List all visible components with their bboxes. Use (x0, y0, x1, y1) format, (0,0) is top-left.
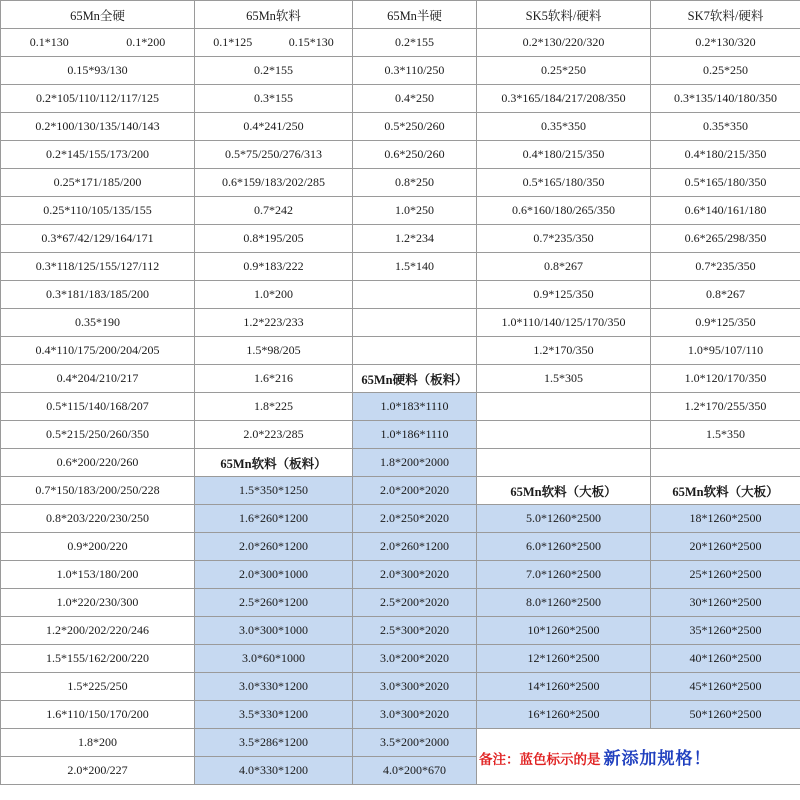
table-cell: 2.0*300*1000 (195, 561, 353, 589)
table-cell (477, 449, 651, 477)
table-cell: 0.25*171/185/200 (1, 169, 195, 197)
table-row (1, 365, 800, 393)
table-cell: 2.0*200*2020 (353, 477, 477, 505)
table-cell: 1.5*140 (353, 253, 477, 281)
table-cell: 1.5*225/250 (1, 673, 195, 701)
table-row (1, 281, 800, 309)
table-cell: 45*1260*2500 (651, 673, 800, 701)
table-cell: 0.5*75/250/276/313 (195, 141, 353, 169)
table-cell: 1.0*183*1110 (353, 393, 477, 421)
table-body (1, 1, 800, 800)
cell-value: 0.15*130 (288, 35, 334, 49)
table-cell: 30*1260*2500 (651, 589, 800, 617)
table-row (1, 141, 800, 169)
table-cell: 0.5*165/180/350 (477, 169, 651, 197)
table-cell: 1.0*186*1110 (353, 421, 477, 449)
table-cell: 0.6*265/298/350 (651, 225, 800, 253)
table-row (1, 785, 800, 793)
table-row (1, 673, 800, 701)
table-cell: 1.0*120/170/350 (651, 365, 800, 393)
table-cell: 0.6*250/260 (353, 141, 477, 169)
table-row (1, 337, 800, 365)
table-cell: 1.2*223/233 (195, 309, 353, 337)
table-row (1, 225, 800, 253)
table-cell: 25*1260*2500 (651, 561, 800, 589)
column-header: 65Mn软料 (195, 1, 353, 29)
table-cell (477, 421, 651, 449)
note-highlight-text: 新添加规格！ (603, 749, 712, 768)
table-row (1, 29, 800, 57)
table-cell: 0.7*235/350 (477, 225, 651, 253)
table-cell: 1.5*350 (651, 421, 800, 449)
table-cell: 2.5*260*1200 (195, 589, 353, 617)
section-subheader: 65Mn软料（大板） (651, 477, 800, 505)
table-cell (477, 393, 651, 421)
table-cell (353, 281, 477, 309)
table-cell: 1.5*98/205 (195, 337, 353, 365)
table-cell: 10*1260*2500 (477, 617, 651, 645)
table-cell: 1.6*260*1200 (195, 505, 353, 533)
table-cell: 3.0*300*2020 (353, 673, 477, 701)
table-cell: 3.0*300*1000 (195, 617, 353, 645)
table-cell: 12*1260*2500 (477, 645, 651, 673)
table-cell: 0.4*110/175/200/204/205 (1, 337, 195, 365)
table-row (1, 1, 800, 29)
table-cell: 3.0*60*1000 (195, 645, 353, 673)
table-cell: 2.0*250*2020 (353, 505, 477, 533)
table-cell: 0.8*267 (651, 281, 800, 309)
table-cell: 14*1260*2500 (477, 673, 651, 701)
table-cell: 3.5*286*1200 (195, 729, 353, 757)
table-cell: 1.6*110/150/170/200 (1, 701, 195, 729)
table-cell: 1.0*95/107/110 (651, 337, 800, 365)
cell-pair (195, 35, 352, 50)
column-header: SK7软料/硬料 (651, 1, 800, 29)
table-cell: 0.3*135/140/180/350 (651, 85, 800, 113)
table-cell: 18*1260*2500 (651, 505, 800, 533)
table-cell: 2.5*300*2020 (353, 617, 477, 645)
table-row (1, 477, 800, 505)
table-row (1, 449, 800, 477)
table-cell: 3.0*300*2020 (353, 701, 477, 729)
table-cell: 3.0*330*1200 (195, 673, 353, 701)
table-cell: 0.4*204/210/217 (1, 365, 195, 393)
table-row (1, 617, 800, 645)
table-cell: 4.0*330*1200 (195, 757, 353, 785)
table-cell: 0.35*190 (1, 309, 195, 337)
table-cell: 50*1260*2500 (651, 701, 800, 729)
table-cell: 0.4*250 (353, 85, 477, 113)
table-cell: 0.4*180/215/350 (651, 141, 800, 169)
table-cell: 1.0*153/180/200 (1, 561, 195, 589)
table-cell: 0.5*115/140/168/207 (1, 393, 195, 421)
table-cell: 0.4*180/215/350 (477, 141, 651, 169)
table-cell: 8.0*1260*2500 (477, 589, 651, 617)
table-row (1, 701, 800, 729)
table-cell: 0.3*181/183/185/200 (1, 281, 195, 309)
table-row (1, 113, 800, 141)
table-cell: 1.0*200 (195, 281, 353, 309)
table-cell: 0.2*100/130/135/140/143 (1, 113, 195, 141)
table-cell: 0.25*110/105/135/155 (1, 197, 195, 225)
table-row (1, 197, 800, 225)
table-cell (1, 29, 195, 57)
table-row (1, 589, 800, 617)
table-cell: 1.0*220/230/300 (1, 589, 195, 617)
table-cell: 1.5*350*1250 (195, 477, 353, 505)
table-cell: 1.8*200 (1, 729, 195, 757)
column-header: 65Mn全硬 (1, 1, 195, 29)
table-row (1, 169, 800, 197)
table-cell: 2.0*223/285 (195, 421, 353, 449)
section-subheader: 65Mn软料（大板） (477, 477, 651, 505)
table-cell: 4.0*200*670 (353, 757, 477, 785)
table-row (1, 57, 800, 85)
table-row (1, 729, 800, 757)
table-cell: 1.0*250 (353, 197, 477, 225)
table-cell: 1.5*155/162/200/220 (1, 645, 195, 673)
table-cell: 2.0*260*1200 (195, 533, 353, 561)
table-cell: 3.5*330*1200 (195, 701, 353, 729)
table-cell: 1.6*216 (195, 365, 353, 393)
table-cell: 20*1260*2500 (651, 533, 800, 561)
table-cell: 2.5*200*2020 (353, 589, 477, 617)
table-cell (353, 309, 477, 337)
table-cell (651, 449, 800, 477)
table-cell: 40*1260*2500 (651, 645, 800, 673)
table-cell: 0.6*160/180/265/350 (477, 197, 651, 225)
table-cell: 0.3*155 (195, 85, 353, 113)
table-cell: 0.6*159/183/202/285 (195, 169, 353, 197)
section-subheader: 65Mn硬料（板料） (353, 365, 477, 393)
table-row (1, 561, 800, 589)
table-cell: 0.5*165/180/350 (651, 169, 800, 197)
table-cell: 0.9*183/222 (195, 253, 353, 281)
table-row (1, 645, 800, 673)
table-cell: 0.25*250 (651, 57, 800, 85)
table-cell: 0.3*118/125/155/127/112 (1, 253, 195, 281)
cell-pair (1, 35, 194, 50)
note-label: 备注：蓝色标示的是 (479, 752, 601, 767)
table-cell: 0.2*105/110/112/117/125 (1, 85, 195, 113)
table-cell: 0.2*145/155/173/200 (1, 141, 195, 169)
table-cell: 0.9*125/350 (477, 281, 651, 309)
table-cell: 0.9*200/220 (1, 533, 195, 561)
table-cell: 0.9*125/350 (651, 309, 800, 337)
table-cell: 5.0*1260*2500 (477, 505, 651, 533)
table-cell: 0.7*150/183/200/250/228 (1, 477, 195, 505)
table-cell: 0.2*155 (353, 29, 477, 57)
table-cell (353, 337, 477, 365)
table-cell: 1.8*225 (195, 393, 353, 421)
table-cell: 0.3*67/42/129/164/171 (1, 225, 195, 253)
table-cell: 0.8*250 (353, 169, 477, 197)
cell-value: 0.1*125 (213, 35, 253, 49)
table-cell: 0.6*140/161/180 (651, 197, 800, 225)
table-cell: 2.0*300*2020 (353, 561, 477, 589)
table-cell: 6.0*1260*2500 (477, 533, 651, 561)
table-cell: 0.8*195/205 (195, 225, 353, 253)
table-row (1, 253, 800, 281)
table-row (1, 393, 800, 421)
table-cell: 2.0*200/227 (1, 757, 195, 785)
table-cell: 0.8*203/220/230/250 (1, 505, 195, 533)
table-row (1, 85, 800, 113)
table-cell: 16*1260*2500 (477, 701, 651, 729)
table-row (1, 505, 800, 533)
table-cell: 0.2*130/320 (651, 29, 800, 57)
table-cell: 1.2*170/255/350 (651, 393, 800, 421)
table-cell: 0.2*130/220/320 (477, 29, 651, 57)
table-cell: 1.2*234 (353, 225, 477, 253)
cell-value: 0.1*130 (29, 35, 69, 49)
table-cell: 3.0*200*2020 (353, 645, 477, 673)
table-cell: 35*1260*2500 (651, 617, 800, 645)
table-cell: 0.3*165/184/217/208/350 (477, 85, 651, 113)
column-header: 65Mn半硬 (353, 1, 477, 29)
table-cell: 1.0*110/140/125/170/350 (477, 309, 651, 337)
table-cell: 0.7*242 (195, 197, 353, 225)
table-cell: 1.2*170/350 (477, 337, 651, 365)
table-cell: 0.35*350 (477, 113, 651, 141)
table-cell: 2.0*260*1200 (353, 533, 477, 561)
table-cell: 0.5*250/260 (353, 113, 477, 141)
table-cell: 3.5*200*2000 (353, 729, 477, 757)
table-row (1, 792, 800, 800)
table-row (1, 421, 800, 449)
column-header: SK5软料/硬料 (477, 1, 651, 29)
table-cell: 0.15*93/130 (1, 57, 195, 85)
table-cell: 0.35*350 (651, 113, 800, 141)
table-cell: 1.5*305 (477, 365, 651, 393)
table-row (1, 309, 800, 337)
table-cell: 0.25*250 (477, 57, 651, 85)
table-cell: 7.0*1260*2500 (477, 561, 651, 589)
table-cell: 0.6*200/220/260 (1, 449, 195, 477)
section-subheader: 65Mn软料（板料） (195, 449, 353, 477)
note-cell (477, 729, 800, 785)
table-cell: 0.4*241/250 (195, 113, 353, 141)
table-row (1, 533, 800, 561)
table-cell: 0.5*215/250/260/350 (1, 421, 195, 449)
table-cell: 1.8*200*2000 (353, 449, 477, 477)
table-cell: 0.7*235/350 (651, 253, 800, 281)
table-cell (195, 29, 353, 57)
table-cell: 0.3*110/250 (353, 57, 477, 85)
table-cell: 0.2*155 (195, 57, 353, 85)
table-cell: 0.8*267 (477, 253, 651, 281)
table-cell: 1.2*200/202/220/246 (1, 617, 195, 645)
cell-value: 0.1*200 (126, 35, 166, 49)
